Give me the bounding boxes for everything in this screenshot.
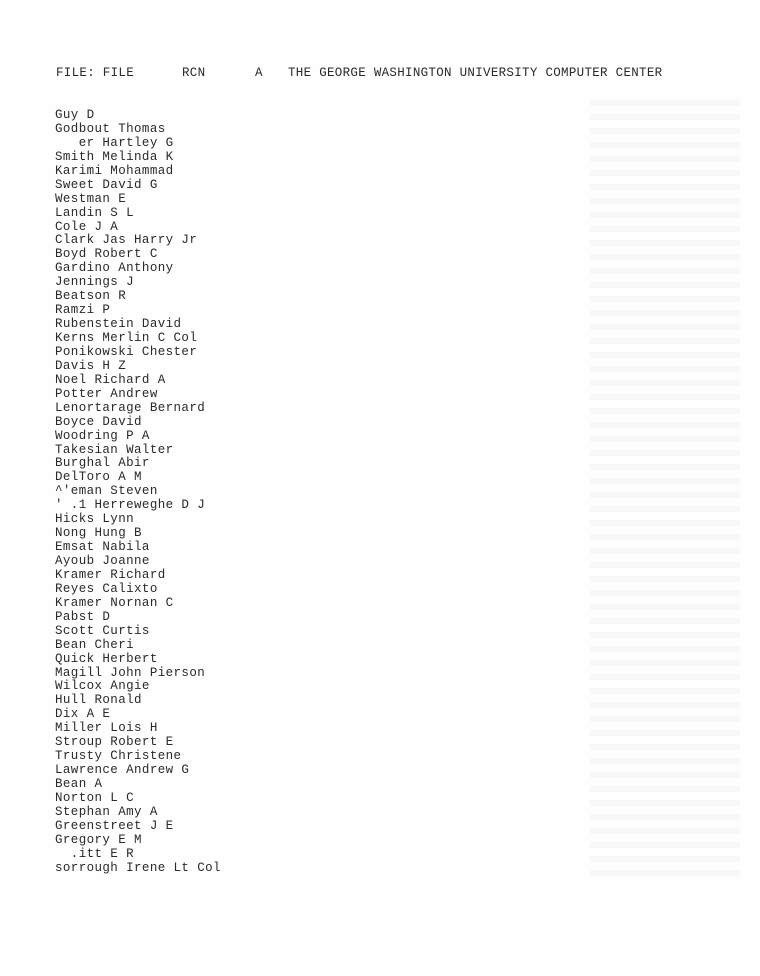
list-item: Clark Jas Harry Jr	[55, 233, 198, 248]
list-item: Kerns Merlin C Col	[55, 331, 198, 345]
show-through-bleed	[590, 100, 740, 880]
list-item: Noel Richard A	[55, 372, 166, 387]
name-list	[55, 109, 221, 876]
list-item: Kramer Nornan C	[55, 595, 174, 610]
list-item: Landin S L	[55, 205, 135, 220]
list-item: Stephan Amy A	[55, 804, 158, 819]
page-header	[56, 66, 736, 82]
list-item: Boyce David	[55, 414, 142, 429]
list-item: Emsat Nabila	[55, 540, 150, 555]
list-item: Westman E	[55, 191, 127, 206]
list-item: Davis H Z	[55, 358, 127, 373]
list-item: Ramzi P	[55, 303, 111, 318]
list-item: Reyes Calixto	[55, 581, 158, 596]
list-item: Boyd Robert C	[55, 247, 158, 262]
list-item: Trusty Christene	[55, 749, 182, 764]
list-item: er Hartley G	[55, 135, 174, 150]
list-item: Magill John Pierson	[55, 665, 206, 680]
list-item: Jennings J	[55, 275, 135, 290]
list-item: Scott Curtis	[55, 623, 150, 638]
list-item: Bean A	[55, 777, 103, 791]
list-item: Lenortarage Bernard	[55, 400, 206, 415]
list-item: Guy D	[55, 108, 95, 122]
list-item: sorrough Irene Lt Col	[55, 860, 221, 875]
list-item: Rubenstein David	[55, 317, 182, 332]
list-item: Smith Melinda K	[55, 149, 174, 164]
header-file-label: FILE: FILE	[56, 66, 135, 80]
list-item: Lawrence Andrew G	[55, 763, 190, 778]
list-item: Karimi Mohammad	[55, 163, 174, 178]
list-item: Ayoub Joanne	[55, 554, 150, 568]
list-item: Cole J A	[55, 219, 119, 234]
list-item: Burghal Abir	[55, 456, 150, 471]
list-item: Godbout Thomas	[55, 121, 166, 136]
list-item: Gregory E M	[55, 832, 142, 847]
list-item: Gardino Anthony	[55, 261, 174, 276]
list-item: Bean Cheri	[55, 637, 135, 652]
list-item: DelToro A M	[55, 470, 142, 485]
list-item: Hicks Lynn	[55, 512, 135, 527]
list-item: Hull Ronald	[55, 693, 142, 708]
list-item: Nong Hung B	[55, 526, 142, 541]
list-item: Quick Herbert	[55, 651, 158, 666]
list-item: Kramer Richard	[55, 567, 166, 582]
list-item: Potter Andrew	[55, 386, 158, 401]
list-item: Norton L C	[55, 790, 135, 805]
list-item: Miller Lois H	[55, 721, 158, 736]
list-item: Sweet David G	[55, 177, 158, 192]
list-item: .itt E R	[55, 846, 135, 861]
list-item: Greenstreet J E	[55, 818, 174, 833]
list-item: ^'eman Steven	[55, 484, 158, 499]
list-item: Takesian Walter	[55, 442, 174, 457]
list-item: Dix A E	[55, 707, 111, 722]
list-item: Ponikowski Chester	[55, 344, 198, 359]
list-item: Stroup Robert E	[55, 735, 174, 750]
list-item: Beatson R	[55, 289, 127, 304]
header-letter: A	[255, 66, 263, 80]
list-item: Woodring P A	[55, 428, 150, 443]
list-item: Wilcox Angie	[55, 679, 150, 694]
list-item: Pabst D	[55, 609, 111, 624]
list-item: ' .1 Herreweghe D J	[55, 498, 206, 513]
header-title: THE GEORGE WASHINGTON UNIVERSITY COMPUTER CENTER	[288, 66, 663, 80]
header-code: RCN	[182, 66, 206, 80]
